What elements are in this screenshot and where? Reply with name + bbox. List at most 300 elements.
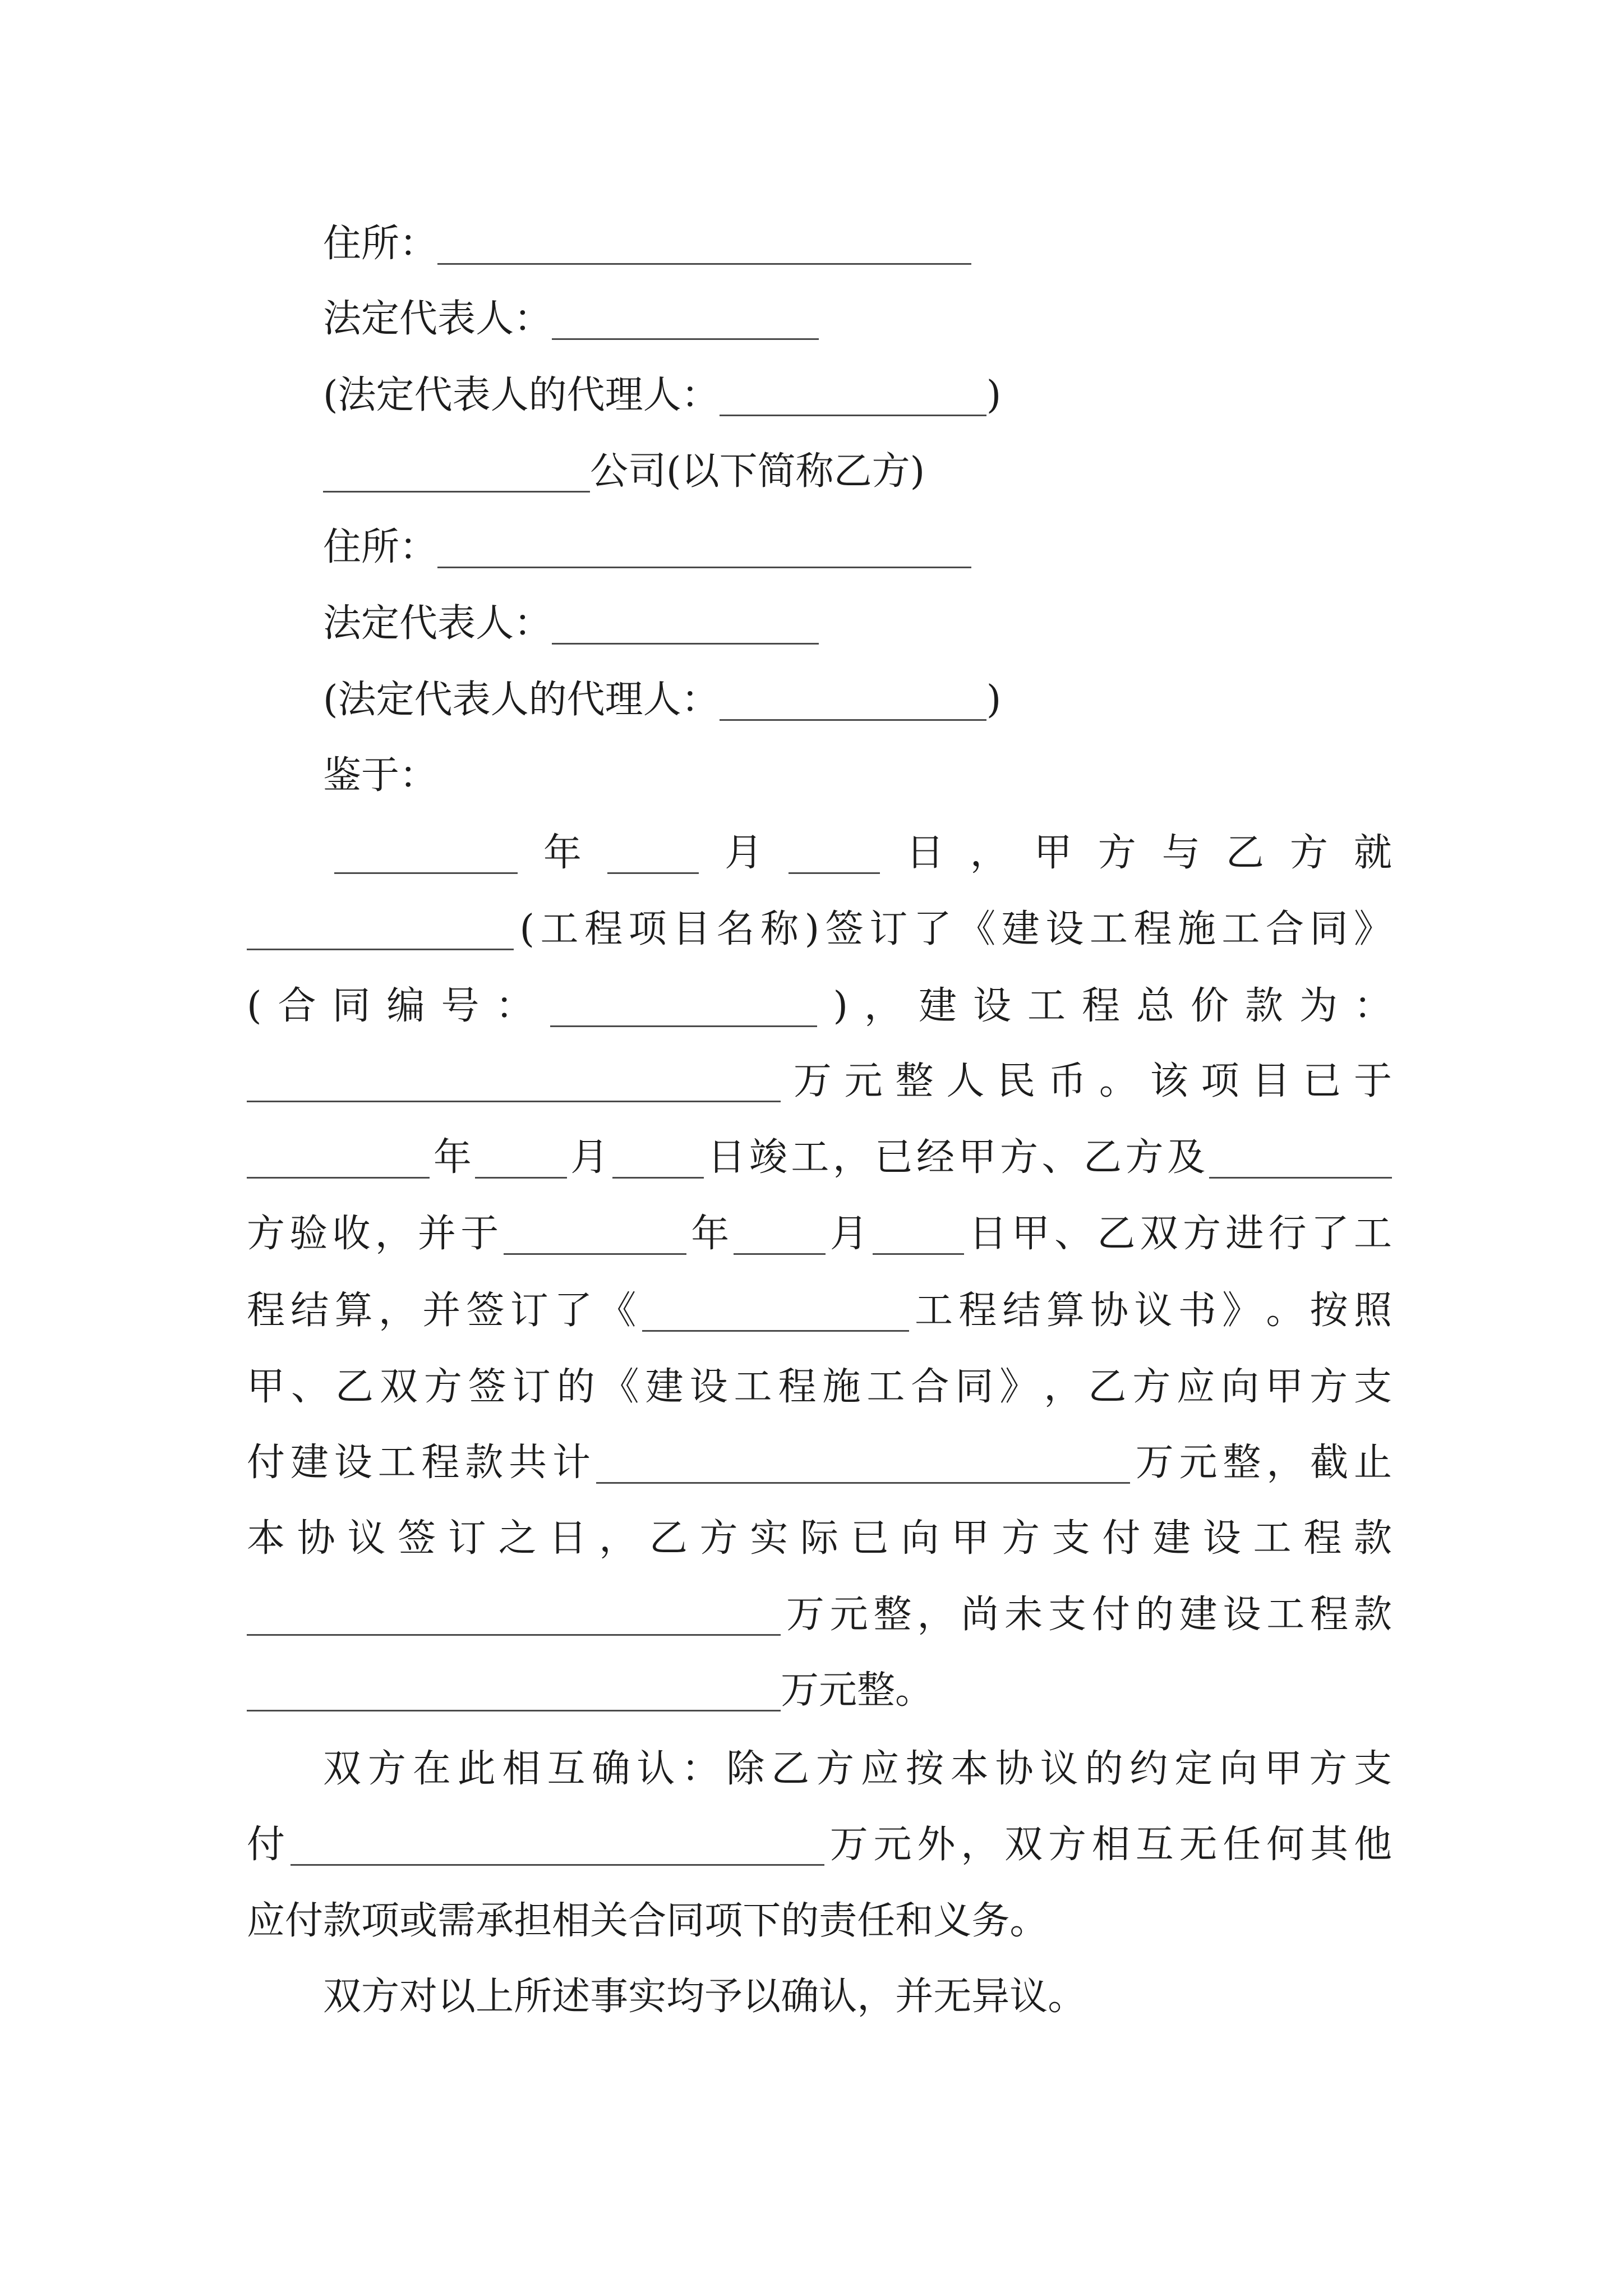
fill-in-blank[interactable] [437,219,971,265]
line-text: 理 [605,678,643,722]
line-text: 工 [377,1441,416,1485]
line-text: 款 [1244,984,1283,1028]
line-text: 建 [1152,1516,1191,1561]
text-line [247,1972,1392,2022]
line-text: 竣 [749,1135,787,1180]
line-text: 甲 [1011,1212,1050,1256]
line-text: 算 [1046,1289,1085,1333]
line-text: 方 [367,1747,406,1791]
line-text: 。 [1048,1975,1086,2019]
line-text: ： [514,297,552,341]
line-text: 日 [548,1516,587,1561]
line-text: 月 [570,1135,609,1180]
text-line [247,1590,1392,1640]
line-text: 法 [323,601,362,646]
text-line [247,981,1392,1032]
text-line [247,294,1392,344]
line-text: 程 [778,1365,817,1409]
line-text: 议 [1134,1289,1173,1333]
line-text: 支 [1052,1516,1090,1561]
line-text: 《 [598,1289,637,1333]
line-text: 代 [414,678,453,722]
text-line [247,219,1392,269]
text-line [247,599,1392,649]
line-text: 互 [1135,1823,1174,1867]
fill-in-blank[interactable] [437,522,971,568]
line-text: 并 [422,1289,461,1333]
line-text: 订 [869,907,908,951]
line-text: 议 [1040,1747,1078,1791]
text-line [247,447,1392,497]
text-line [247,522,1392,573]
line-text: 日 [707,1135,746,1180]
line-text: 代 [566,373,605,417]
line-text: 予 [704,1975,743,2019]
line-text: 并 [418,1212,457,1256]
text-line [247,1513,1392,1564]
line-text: 及 [1167,1135,1206,1180]
line-text: 甲 [951,1516,990,1561]
line-text: 认 [637,1747,675,1791]
line-text: 双 [323,1747,362,1791]
line-text: 称 [795,449,834,494]
line-text: 方 [1182,1212,1221,1256]
line-text: 合 [278,984,316,1028]
line-text: 人 [476,297,514,341]
line-text: 付 [247,1823,285,1867]
text-line [247,1056,1392,1107]
line-text: ， [1266,1441,1305,1485]
fill-in-blank[interactable] [789,828,880,874]
line-text: 计 [552,1441,591,1485]
fill-in-blank[interactable] [552,599,819,645]
line-text: 鉴 [323,753,362,798]
line-text: 签 [398,1516,436,1561]
line-text: 或 [399,1899,438,1943]
line-text: 人 [643,373,681,417]
fill-in-blank[interactable] [720,675,986,721]
fill-in-blank[interactable] [873,1209,964,1255]
line-text: 月 [725,831,763,875]
line-text: 年 [691,1212,730,1256]
line-text: 已 [1303,1059,1341,1103]
line-text: 工 [1221,907,1260,951]
line-text: 乙 [335,1365,374,1409]
line-text: 于 [460,1212,499,1256]
line-text: 年 [433,1135,472,1180]
line-text: 了 [554,1289,593,1333]
line-text: 方 [1289,831,1328,875]
line-text: 定 [361,601,400,646]
line-text: 人 [946,1059,985,1103]
line-text: 所 [361,525,400,569]
line-text: 截 [1310,1441,1349,1485]
line-text: ( [247,984,262,1028]
line-text: 支 [1048,1593,1086,1637]
line-text: 向 [1219,1747,1258,1791]
line-text: 人 [490,678,529,722]
line-text: 双 [1140,1212,1178,1256]
line-text: 日 [969,1212,1007,1256]
line-text: 上 [476,1975,514,2019]
line-text: 际 [800,1516,838,1561]
line-text: 以 [681,449,720,494]
line-text: 设 [334,1441,372,1485]
line-text: 经 [916,1135,955,1180]
line-text: ， [378,1289,417,1333]
line-text: ， [857,1975,896,2019]
line-text: 本 [950,1747,989,1791]
line-text: ( [519,907,535,951]
line-text: 乙 [833,449,872,494]
line-text: 此 [457,1747,496,1791]
line-text: 程 [421,1441,460,1485]
fill-in-blank[interactable] [720,370,986,416]
line-text: 代 [414,373,453,417]
line-text: 同 [666,1899,705,1943]
line-text: 程 [1310,1593,1349,1637]
line-text: 方 [872,449,910,494]
line-text: 方 [1098,831,1136,875]
line-text: 双 [1004,1823,1043,1867]
line-text: ( [666,449,681,494]
line-text: 均 [666,1975,705,2019]
line-text: 的 [1085,1747,1123,1791]
line-text: 的 [528,678,567,722]
line-text: 相 [502,1747,541,1791]
text-line [247,1820,1392,1870]
line-text: 表 [452,678,491,722]
line-text: 工 [1253,1516,1292,1561]
line-text: 无 [1179,1823,1218,1867]
line-text: 乙 [1225,831,1264,875]
line-text: 款 [1353,1516,1392,1561]
fill-in-blank[interactable] [247,1665,781,1711]
line-text: 理 [605,373,643,417]
line-text: 。 [1009,1899,1048,1943]
line-text: 设 [972,984,1011,1028]
line-text: ( [323,373,338,417]
line-text: 工 [1266,1593,1305,1637]
fill-in-blank[interactable] [247,904,514,950]
line-text: 方 [423,1365,462,1409]
fill-in-blank[interactable] [1209,1133,1392,1179]
line-text: 尚 [961,1593,999,1637]
line-text: 元 [1179,1441,1218,1485]
line-text: 日 [906,831,944,875]
line-text: 结 [1002,1289,1041,1333]
line-text: 与 [1161,831,1200,875]
line-text: 住 [323,525,362,569]
line-text: 建 [918,984,957,1028]
line-text: 定 [376,678,414,722]
line-text: 代 [399,297,438,341]
line-text: 确 [781,1975,819,2019]
line-text: 工 [1027,984,1066,1028]
line-text: 向 [901,1516,939,1561]
line-text: ) [986,373,1002,417]
line-text: 任 [857,1899,896,1943]
line-text: 万 [1135,1441,1174,1485]
line-text: 以 [743,1975,781,2019]
text-line [247,1744,1392,1795]
line-text: 已 [874,1135,913,1180]
line-text: 双 [323,1975,362,2019]
line-text: 认 [819,1975,857,2019]
line-text: 方 [999,1135,1038,1180]
line-text: 相 [1091,1823,1130,1867]
line-text: 代 [399,601,438,646]
line-text: 结 [291,1289,329,1333]
line-text: ， [864,984,903,1028]
line-text: 的 [1135,1593,1174,1637]
line-text: 、 [1041,1135,1080,1180]
line-text: 《 [957,907,996,951]
line-text: 元 [829,1593,868,1637]
line-text: 应 [247,1899,285,1943]
line-text: 同 [955,1365,994,1409]
line-text: 并 [895,1975,934,2019]
line-text: ： [681,678,720,722]
line-text: 设 [1045,907,1084,951]
line-text: 施 [1177,907,1216,951]
line-text: 表 [437,601,476,646]
line-text: 下 [743,1899,781,1943]
line-text: 甲 [247,1365,285,1409]
fill-in-blank[interactable] [642,1286,909,1332]
line-text: ， [832,1135,871,1180]
line-text: 约 [1129,1747,1168,1791]
line-text: 方 [361,1975,400,2019]
line-text: 付 [247,1441,285,1485]
line-text: 法 [338,678,376,722]
line-text: ： [1353,984,1392,1028]
line-text: ) [833,984,849,1028]
line-text: 协 [1090,1289,1129,1333]
fill-in-blank[interactable] [247,1056,781,1102]
line-text: 表 [452,373,491,417]
line-text: 人 [490,373,529,417]
text-line [247,370,1392,421]
line-text: 的 [528,373,567,417]
line-text: 已 [850,1516,889,1561]
line-text: ) [804,907,820,951]
line-text: 任 [1223,1823,1261,1867]
line-text: ， [917,1593,956,1637]
line-text: 月 [829,1212,868,1256]
line-text: 担 [514,1899,552,1943]
line-text: ： [514,601,552,646]
line-text: 工 [734,1365,772,1409]
line-text: 表 [437,297,476,341]
line-text: 整 [873,1593,912,1637]
text-line [247,904,1392,955]
line-text: 何 [1266,1823,1305,1867]
line-text: 万 [786,1593,824,1637]
line-text: 算 [334,1289,373,1333]
line-text: 在 [412,1747,451,1791]
line-text: 元 [873,1823,912,1867]
line-text: 》 [1222,1289,1261,1333]
line-text: ： [399,753,438,798]
text-line [247,1665,1392,1716]
line-text: 方 [1309,1747,1348,1791]
line-text: 称 [760,907,799,951]
line-text: 、 [1054,1212,1093,1256]
line-text: ： [399,525,438,569]
line-text: 事 [590,1975,629,2019]
text-line [247,1209,1392,1259]
line-text: ， [599,1516,638,1561]
line-text: 该 [1150,1059,1188,1103]
line-text: 责 [819,1899,857,1943]
line-text: ， [970,831,1008,875]
line-text: 方 [247,1212,285,1256]
line-text: 外 [917,1823,956,1867]
line-text: ： [681,1747,720,1791]
line-text: 实 [750,1516,789,1561]
text-line [247,1438,1392,1488]
fill-in-blank[interactable] [734,1209,825,1255]
text-line [247,1896,1392,1947]
fill-in-blank[interactable] [323,447,590,493]
line-text: 号 [441,984,479,1028]
fill-in-blank[interactable] [334,828,517,874]
line-text: 工 [914,1289,953,1333]
line-text: 签 [825,907,864,951]
line-text: 方 [1132,1365,1171,1409]
line-text: 项 [1201,1059,1239,1103]
line-text: ) [910,449,925,494]
line-text: 方 [1125,1135,1164,1180]
fill-in-blank[interactable] [504,1209,686,1255]
fill-in-blank[interactable] [552,294,819,340]
line-text: 年 [543,831,582,875]
line-text: 订 [512,1365,551,1409]
line-text: 对 [399,1975,438,2019]
line-text: 互 [547,1747,585,1791]
line-text: 需 [437,1899,476,1943]
line-text: 照 [1353,1289,1392,1333]
line-text: 付 [1091,1593,1130,1637]
line-text: 关 [590,1899,629,1943]
line-text: 了 [1311,1212,1349,1256]
line-text: 、 [291,1365,329,1409]
line-text: 程 [1303,1516,1342,1561]
text-line [247,1362,1392,1412]
line-text: 进 [1225,1212,1264,1256]
line-text: 简 [757,449,796,494]
line-text: 工 [791,1135,829,1180]
line-text: 程 [958,1289,997,1333]
line-text: 支 [1353,1747,1392,1791]
fill-in-blank[interactable] [247,1133,430,1179]
fill-in-blank[interactable] [612,1133,704,1179]
line-text: 代 [566,678,605,722]
fill-in-blank[interactable] [475,1133,566,1179]
fill-in-blank[interactable] [550,981,817,1027]
line-text: 付 [1102,1516,1141,1561]
line-text: 建 [290,1441,329,1485]
fill-in-blank[interactable] [247,1590,781,1636]
line-text: 止 [1353,1441,1392,1485]
line-text: 整 [895,1059,934,1103]
text-line [247,828,1392,878]
line-text: ( [323,678,338,722]
line-text: 述 [552,1975,591,2019]
line-text: 民 [997,1059,1036,1103]
line-text: 程 [1133,907,1172,951]
line-text: 确 [592,1747,630,1791]
fill-in-blank[interactable] [291,1820,824,1866]
line-text: 验 [289,1212,328,1256]
line-text: 共 [509,1441,547,1485]
line-text: 款 [1353,1593,1392,1637]
line-text: 无 [933,1975,972,2019]
line-text: ， [1044,1365,1082,1409]
line-text: 工 [866,1365,905,1409]
text-line [247,1133,1392,1183]
line-text: 之 [498,1516,537,1561]
line-text: 和 [895,1899,934,1943]
line-text: 收 [332,1212,371,1256]
line-text: 按 [1310,1289,1348,1333]
line-text: 实 [628,1975,667,2019]
line-text: 甲 [1264,1747,1303,1791]
line-text: 同 [1310,907,1348,951]
line-text: 协 [995,1747,1034,1791]
line-text: 价 [1190,984,1229,1028]
line-text: 于 [1353,1059,1392,1103]
line-text: 方 [1310,1365,1348,1409]
line-text: 合 [628,1899,667,1943]
line-text: 编 [386,984,425,1028]
text-line [247,675,1392,725]
line-text: 乙 [1097,1212,1136,1256]
line-text: 万 [793,1059,832,1103]
line-text: 所 [361,222,400,266]
line-text: 的 [781,1899,819,1943]
line-text: 应 [1177,1365,1215,1409]
line-text: 合 [911,1365,949,1409]
fill-in-blank[interactable] [607,828,699,874]
line-text: 方 [1001,1516,1040,1561]
line-text: 目 [672,907,711,951]
line-text: 整 [857,1668,896,1713]
line-text: 工 [1353,1212,1392,1256]
line-text: 甲 [958,1135,997,1180]
fill-in-blank[interactable] [596,1438,1130,1484]
line-text: 定 [361,297,400,341]
line-text: 未 [1004,1593,1043,1637]
line-text: ： [399,222,438,266]
line-text: 议 [347,1516,386,1561]
line-text: ： [681,373,720,417]
line-text: 方 [816,1747,855,1791]
line-text: 所 [514,1975,552,2019]
line-text: 工 [540,907,579,951]
line-text: 他 [1353,1823,1392,1867]
line-text: 程 [584,907,623,951]
line-text: 乙 [649,1516,688,1561]
line-text: 的 [556,1365,595,1409]
line-text: 元 [844,1059,883,1103]
line-text: 人 [476,601,514,646]
line-text: 款 [323,1899,362,1943]
line-text: 乙 [1088,1365,1127,1409]
line-text: 为 [1299,984,1338,1028]
line-text: 。 [895,1668,934,1713]
